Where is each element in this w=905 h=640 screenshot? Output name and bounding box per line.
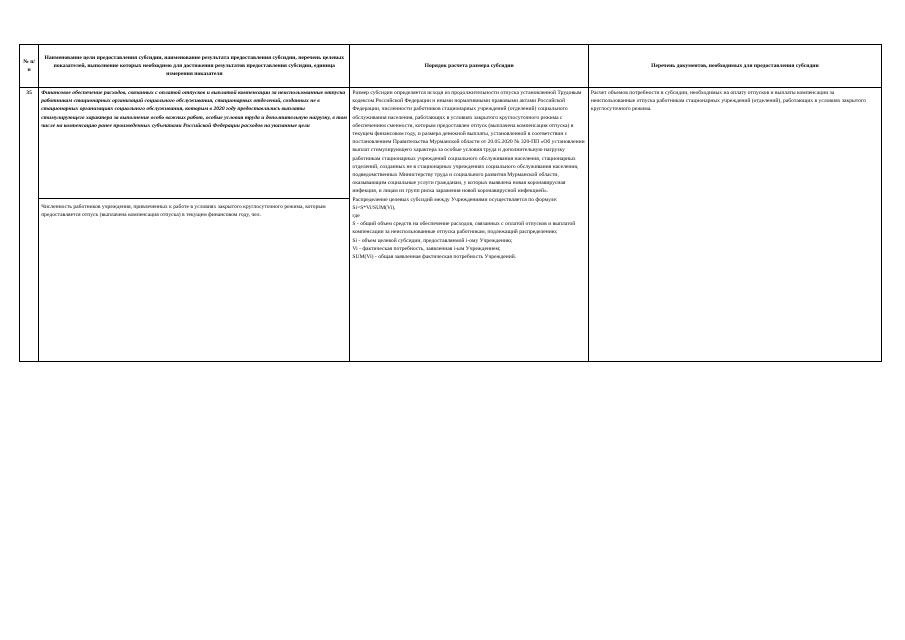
table-header-row bbox=[20, 45, 882, 88]
documents-cell bbox=[588, 88, 881, 362]
calc-formula: Si=S*Vi/SUM(Vi), bbox=[352, 204, 396, 211]
header-num: № п/п bbox=[20, 45, 39, 88]
calc-def-vi: Vi - фактическая потребность, заявленная i-ым Учреждением; bbox=[352, 245, 501, 252]
table-row bbox=[20, 88, 882, 362]
calc-description: Размер субсидии определяется исходя из продолжительности отпуска установленной Трудовым кодексом Российской Федерации и иными нормативными правовыми актами Российской Федерации, численности работников стационарных учреждений (отделений) социального обслуживания населения, работающих в условиях закрытого круглосуточного режима с обеспечением сменности, которым предоставлен отпуск (выплачена компенсация отпуска) в текущем финансовом году, и размера денежной выплаты, установленной в соответствии с постановлением Правительства Мурманской области от 20.05.2020 № 320-ПП «Об установлении выплат стимулирующего характера за особые условия труда и дополнительную нагрузку работникам стационарных учреждений социального обслуживания населения, стационарных отделений, созданных не в стационарных учреждениях социального обслуживания населения, подведомственных Министерству труда и социального развития Мурманской области, оказывающим социальные услуги гражданам, у которых выявлена новая коронавирусная инфекция, и лицам из групп риска заражения новой коронавирусной инфекцией». bbox=[352, 90, 585, 195]
target-indicator-text: Численность работников учреждения, привлеченных к работе в условиях закрытого круглосуточного режима, которым предоставляется отпуск (выплачена компенсация отпуска) в текущем финансовом году, чел. bbox=[41, 204, 326, 219]
calc-where: где bbox=[352, 213, 360, 220]
calc-def-s: S - общий объем средств на обеспечение расходов, связанных с оплатой отпусков и выплатой компенсации за неиспользованные отпуска работникам, подлежащий распределению; bbox=[352, 221, 576, 236]
header-docs: Перечень документов, необходимых для предоставления субсидии bbox=[588, 45, 881, 88]
calculation-cell bbox=[350, 88, 588, 362]
subsidy-table bbox=[19, 44, 882, 362]
calc-distribution-text: Распределение целевых субсидий между Учреждениями осуществляется по формуле: bbox=[352, 196, 558, 203]
subsidy-goal-text: Финансовое обеспечение расходов, связанных с оплатой отпусков и выплатой компенсации за неиспользованные отпуска работникам стационарных организаций социального обслуживания, стационарных отделений, созданных не в стационарных организациях социального обслуживания, которым в 2020 году предоставлялись выплаты стимулирующего характера за выполнение особо важных работ, особые условия труда и дополнительную нагрузку, в том числе на компенсацию ранее произведенных субъектами Российской Федерации расходов на указанные цели bbox=[39, 88, 349, 199]
header-name: Наименование цели предоставления субсидии, наименование результата предоставления субсидии, перечень целевых показателей, выполнение которых необходимо для достижения результатов предоставления субсидии, единица измерения показателя bbox=[39, 45, 350, 88]
row-number: 35 bbox=[20, 88, 39, 362]
goal-cell bbox=[39, 88, 350, 362]
calc-def-sum: SUM(Vi) - общая заявленная фактическая потребность Учреждений. bbox=[352, 254, 517, 261]
documents-text: Расчет объемов потребности в субсидии, необходимых на оплату отпусков и выплаты компенсации за неиспользованные отпуска работникам стационарных учреждений (отделений), работающих в условиях закрытого круглосуточного режима. bbox=[590, 90, 866, 113]
header-calc: Порядок расчета размера субсидии bbox=[350, 45, 588, 88]
calc-def-si: Si - объем целевой субсидии, предоставляемой i-ому Учреждению; bbox=[352, 237, 513, 244]
calc-distribution bbox=[352, 196, 585, 212]
